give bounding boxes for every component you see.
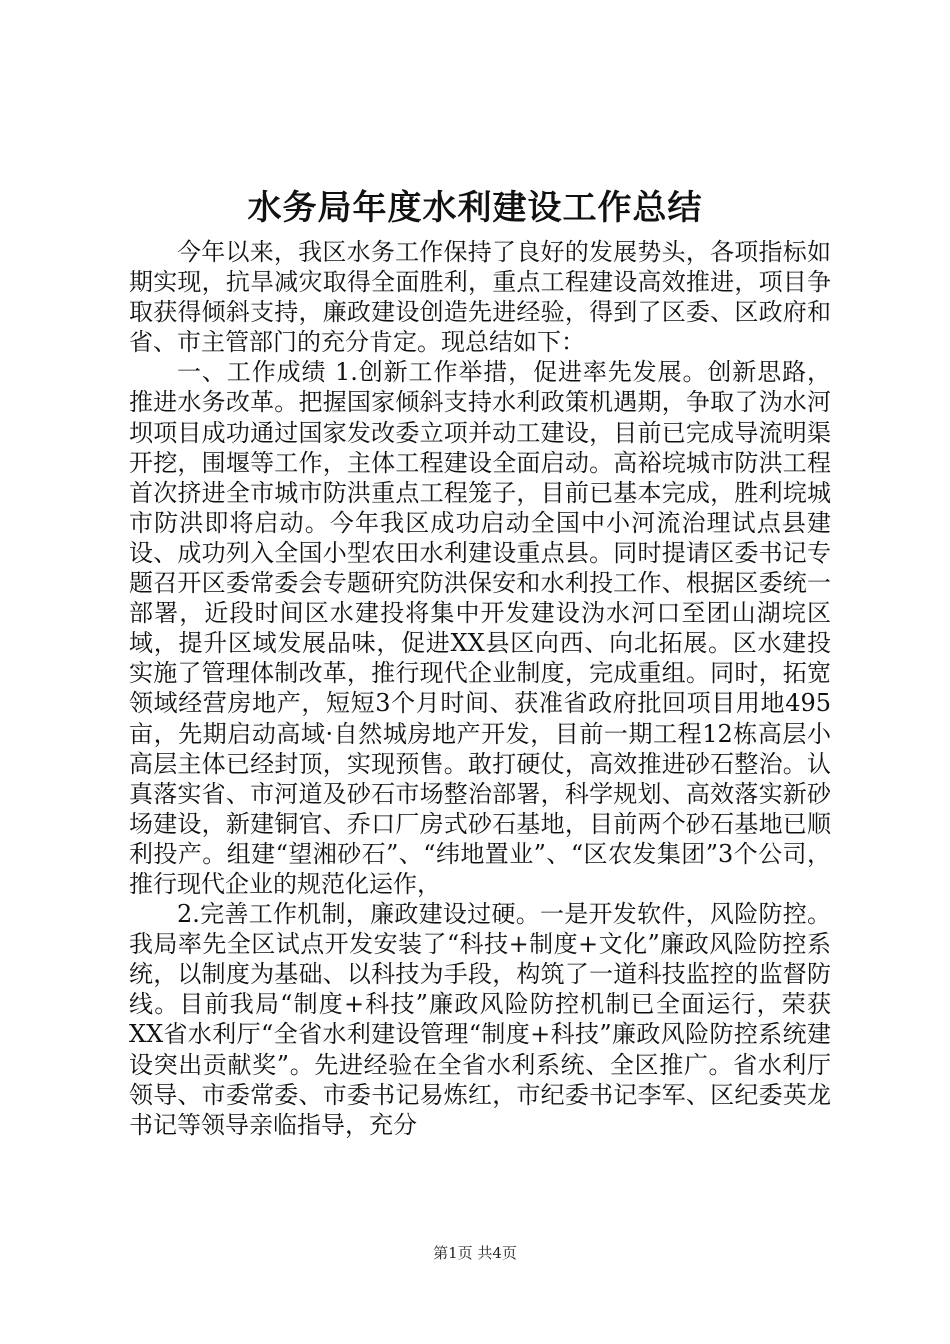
- page-footer: 第1页 共4页: [433, 1244, 517, 1262]
- paragraph-achievements: 一、工作成绩 1.创新工作举措，促进率先发展。创新思路，推进水务改革。把握国家倾斜支持水利政策机遇期，争取了沩水河坝项目成功通过国家发改委立项并动工建设，目前已完成导流明渠开挖，围堰等工作，主体工程建设全面启动。高裕垸城市防洪工程首次挤进全市城市防洪重点工程笼子，目前已基本完成，胜利垸城市防洪即将启动。今年我区成功启动全国中小河流治理试点县建设、成功列入全国小型农田水利建设重点县。同时提请区委书记专题召开区委常委会专题研究防洪保安和水利投工作、根据区委统一部署，近段时间区水建投将集中开发建设沩水河口至团山湖垸区域，提升区域发展品味，促进XX县区向西、向北拓展。区水建投实施了管理体制改革，推行现代企业制度，完成重组。同时，拓宽领域经营房地产，短短3个月时间、获准省政府批回项目用地495亩，先期启动高域·自然城房地产开发，目前一期工程12栋高层小高层主体已经封顶，实现预售。敢打硬仗，高效推进砂石整治。认真落实省、市河道及砂石市场整治部署，科学规划、高效落实新砂场建设，新建铜官、乔口厂房式砂石基地，目前两个砂石基地已顺利投产。组建“望湘砂石”、“纬地置业”、“区农发集团”3个公司，推行现代企业的规范化运作，: [129, 358, 831, 898]
- document-title: 水务局年度水利建设工作总结: [247, 188, 703, 228]
- paragraph-mechanism: 2.完善工作机制，廉政建设过硬。一是开发软件，风险防控。我局率先全区试点开发安装了“科技+制度+文化”廉政风险防控系统，以制度为基础、以科技为手段，构筑了一道科技监控的监督防线。目前我局“制度+科技”廉政风险防控机制已全面运行，荣获XX省水利厅“全省水利建设管理“制度+科技”廉政风险防控系统建设突出贡献奖”。先进经验在全省水利系统、全区推广。省水利厅领导、市委常委、市委书记易炼红，市纪委书记李军、区纪委英龙书记等领导亲临指导，充分: [129, 900, 831, 1139]
- paragraph-intro: 今年以来，我区水务工作保持了良好的发展势头，各项指标如期实现，抗旱减灾取得全面胜利，重点工程建设高效推进，项目争取获得倾斜支持，廉政建设创造先进经验，得到了区委、区政府和省、市主管部门的充分肯定。现总结如下：: [129, 238, 831, 357]
- document-body: [129, 237, 831, 1140]
